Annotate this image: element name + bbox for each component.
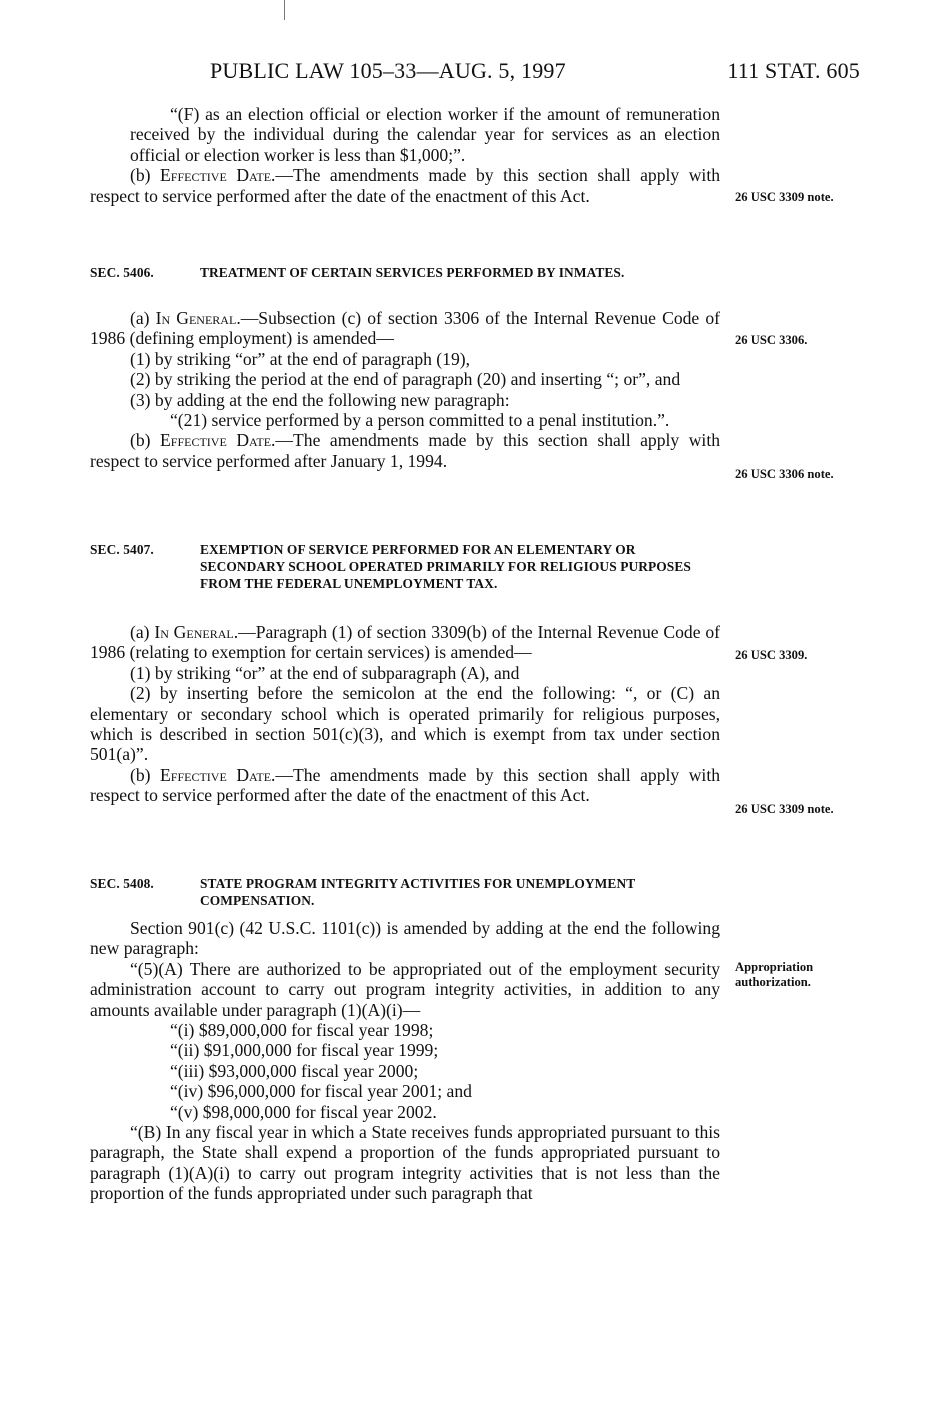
page-title: PUBLIC LAW 105–33—AUG. 5, 1997: [210, 58, 566, 83]
para-lead: (b): [130, 764, 161, 785]
paragraph-f: “(F) as an election official or election worker if the amount of remuneration received by the individual during the calendar year for services as an election official or election worker is less than $1,000;”.: [130, 104, 720, 165]
item-2: (2) by inserting before the semicolon at the end the following: “, or (C) an elementary or secondary school which is operated primarily for religious purposes, which is described in section 501(c)(3), and which is exempt from tax under section 501(a)”.: [90, 683, 720, 765]
quoted-paragraph-21: “(21) service performed by a person committed to a penal institution.”.: [170, 410, 670, 431]
block-continuation: [90, 104, 720, 206]
heading-in-general: In General: [154, 622, 234, 642]
heading-in-general: In General: [155, 308, 237, 328]
subsection-b: [90, 765, 720, 806]
section-5408-body: [90, 918, 720, 1204]
list-item: “(v) $98,000,000 for fiscal year 2002.: [170, 1101, 437, 1122]
section-5406: [90, 264, 720, 281]
para-text: .—The amendments made by this section shall apply with respect to service performed after the date of the enactment of this Act.: [90, 764, 721, 806]
paragraph-5a: “(5)(A) There are authorized to be appropriated out of the employment security administration account to carry out program integrity activities, in addition to any amounts available under paragraph (1)(A)(i)—: [90, 958, 720, 1020]
section-title: EXEMPTION OF SERVICE PERFORMED FOR AN ELEMENTARY OR SECONDARY SCHOOL OPERATED PRIMARILY FOR RELIGIOUS PURPOSES FROM THE FEDERAL UNEMPLOYMENT TAX.: [200, 542, 691, 591]
para-lead: (b): [130, 165, 161, 186]
list-item: “(ii) $91,000,000 for fiscal year 1999;: [170, 1040, 439, 1061]
section-number: SEC. 5408.: [90, 876, 154, 891]
heading-effective-date: Effective Date: [160, 764, 272, 785]
para-text: .—The amendments made by this section shall apply with respect to service performed after January 1, 1994.: [90, 430, 721, 471]
para-lead: (a): [130, 622, 155, 642]
item-1: (1) by striking “or” at the end of subparagraph (A), and: [130, 662, 520, 683]
item-1: (1) by striking “or” at the end of paragraph (19),: [130, 348, 471, 369]
para-text: .—Paragraph (1) of section 3309(b) of the Internal Revenue Code of 1986 (relating to exemption for certain services) is amended—: [90, 622, 720, 663]
section-5406-body: [90, 308, 720, 471]
section-number: SEC. 5406.: [90, 265, 154, 280]
section-heading: [90, 264, 720, 281]
list-item: “(i) $89,000,000 for fiscal year 1998;: [170, 1020, 434, 1041]
margin-note: 26 USC 3309 note.: [735, 802, 834, 816]
para-text: .—The amendments made by this section shall apply with respect to service performed after the date of the enactment of this Act.: [90, 165, 721, 206]
paragraph-5b: “(B) In any fiscal year in which a State receives funds appropriated pursuant to this paragraph, the State shall expend a proportion of the funds appropriated pursuant to paragraph (1)(A)(i) to carry out program integrity activities that is not less than the proportion of the funds appropriated under such paragraph that: [90, 1122, 720, 1204]
para-text: .—Subsection (c) of section 3306 of the Internal Revenue Code of 1986 (defining employment) is amended—: [90, 308, 720, 349]
margin-note: 26 USC 3306.: [735, 333, 808, 347]
section-5408: [90, 875, 720, 909]
stat-page-number: 111 STAT. 605: [727, 58, 860, 83]
margin-note: Appropriation authorization.: [735, 960, 814, 989]
heading-effective-date: Effective Date: [160, 430, 272, 451]
section-heading: [90, 875, 720, 909]
para-lead: (b): [130, 430, 161, 451]
section-heading: [90, 541, 720, 592]
intro-paragraph: Section 901(c) (42 U.S.C. 1101(c)) is amended by adding at the end the following new paragraph:: [90, 918, 720, 959]
section-5407: [90, 541, 720, 592]
section-number: SEC. 5407.: [90, 542, 154, 557]
margin-note: 26 USC 3309 note.: [735, 190, 834, 204]
scan-artifact: [284, 0, 285, 20]
item-2: (2) by striking the period at the end of paragraph (20) and inserting “; or”, and: [130, 369, 681, 390]
subsection-a: [90, 308, 720, 349]
section-title: TREATMENT OF CERTAIN SERVICES PERFORMED BY INMATES.: [200, 265, 625, 280]
margin-note: 26 USC 3306 note.: [735, 467, 834, 481]
heading-effective-date: Effective Date: [160, 165, 272, 186]
section-5407-body: [90, 622, 720, 806]
section-title: STATE PROGRAM INTEGRITY ACTIVITIES FOR UNEMPLOYMENT COMPENSATION.: [200, 876, 636, 908]
list-item: “(iii) $93,000,000 fiscal year 2000;: [170, 1060, 419, 1081]
list-item: “(iv) $96,000,000 for fiscal year 2001; and: [170, 1081, 472, 1102]
margin-note: 26 USC 3309.: [735, 648, 808, 662]
item-3: (3) by adding at the end the following new paragraph:: [130, 389, 510, 410]
para-lead: (a): [130, 308, 156, 328]
subsection-b: [90, 430, 720, 471]
effective-date-paragraph: [90, 165, 720, 206]
subsection-a: [90, 622, 720, 663]
